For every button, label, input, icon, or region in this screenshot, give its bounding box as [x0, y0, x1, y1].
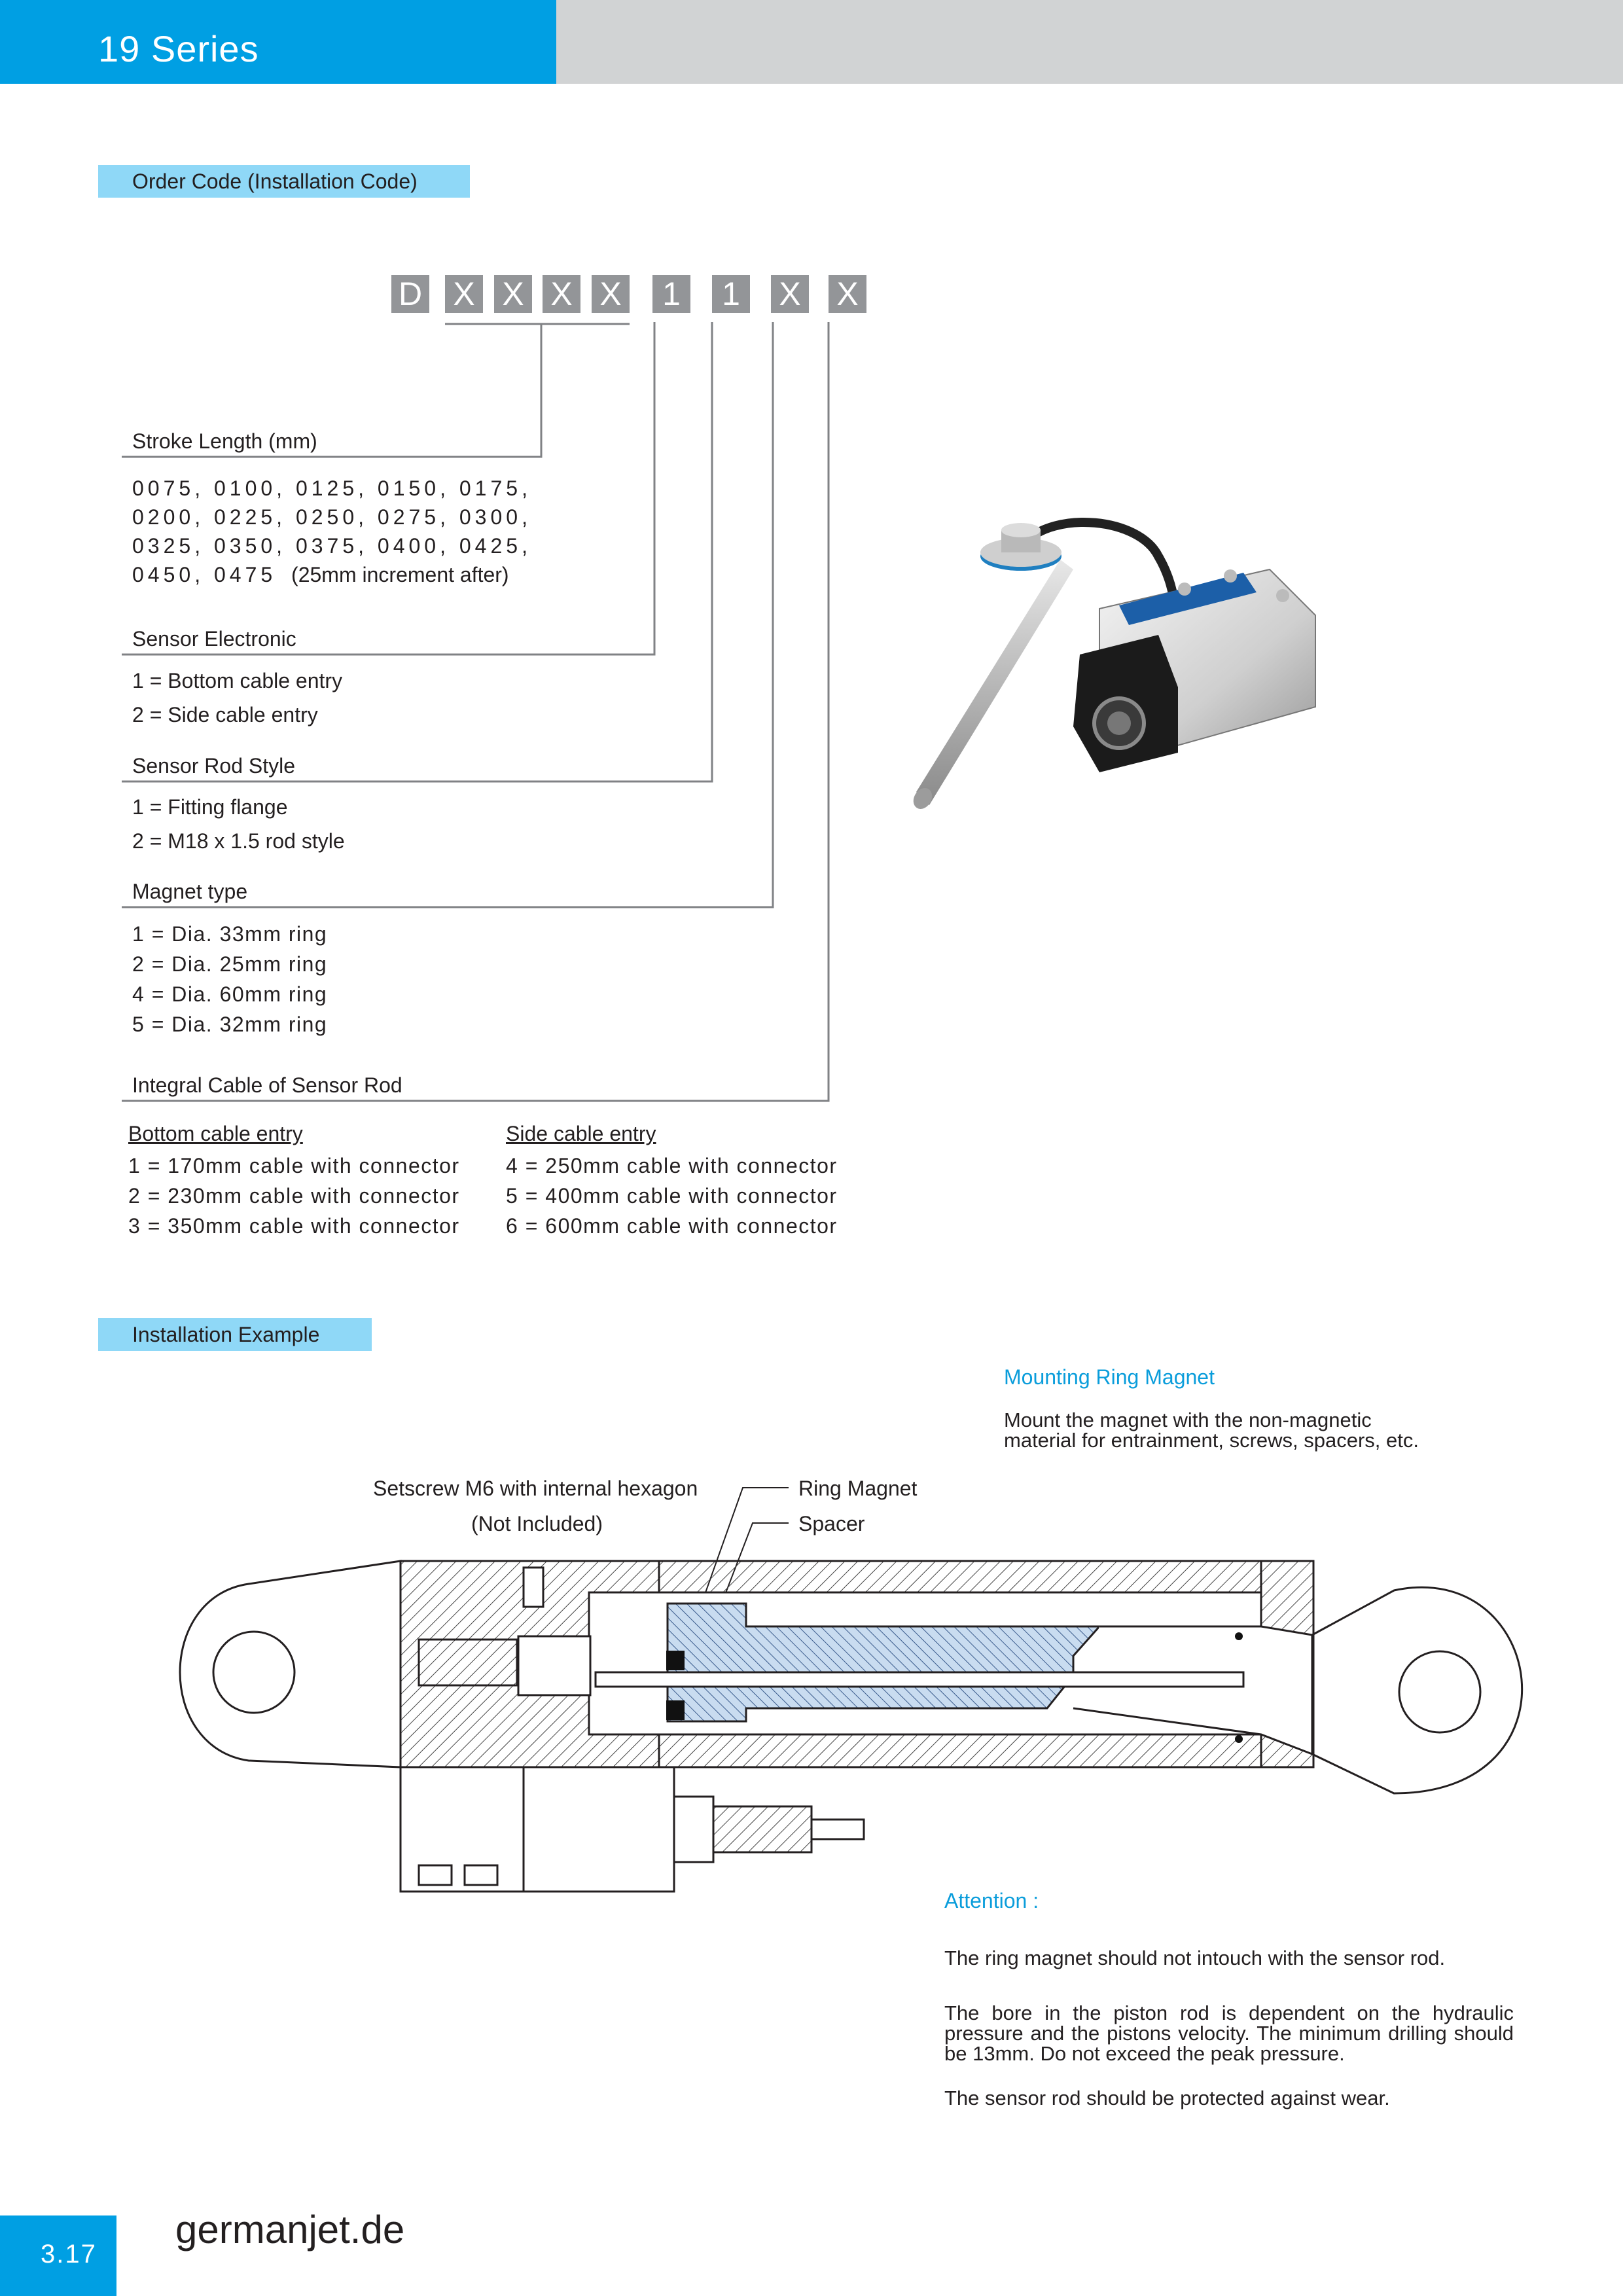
side-cable-title: Side cable entry — [506, 1122, 656, 1145]
magnet-type-options — [132, 919, 327, 1039]
installation-example-tab: Installation Example — [98, 1318, 372, 1351]
integral-cable-title: Integral Cable of Sensor Rod — [132, 1073, 402, 1097]
code-box-2: X — [445, 275, 483, 313]
code-box-1: D — [391, 275, 429, 313]
side-cable-option: 5 = 400mm cable with connector — [506, 1184, 838, 1208]
sensor-electronic-title: Sensor Electronic — [132, 627, 296, 651]
stroke-line-3: 0325, 0350, 0375, 0400, 0425, — [132, 534, 531, 558]
bottom-cable-option: 1 = 170mm cable with connector — [128, 1154, 460, 1177]
stroke-line-2: 0200, 0225, 0250, 0275, 0300, — [132, 505, 531, 529]
installation-cross-section-drawing — [0, 1473, 1623, 1944]
order-code-tab: Order Code (Installation Code) — [98, 165, 470, 198]
stroke-line-1: 0075, 0100, 0125, 0150, 0175, — [132, 476, 531, 500]
side-cable-option: 4 = 250mm cable with connector — [506, 1154, 838, 1177]
attention-text-3: The sensor rod should be protected against wear. — [944, 2087, 1390, 2109]
sensor-electronic-options — [132, 664, 342, 732]
stroke-length-values — [132, 474, 531, 589]
magnet-option: 4 = Dia. 60mm ring — [132, 982, 328, 1006]
magnet-option: 1 = Dia. 33mm ring — [132, 922, 328, 946]
brand-logo-text: germanjet.de — [175, 2208, 405, 2251]
code-box-3: X — [494, 275, 532, 313]
code-box-5: X — [592, 275, 630, 313]
sensor-electronic-option: 1 = Bottom cable entry — [132, 669, 343, 692]
rod-style-option: 1 = Fitting flange — [132, 795, 288, 819]
side-cable-options — [506, 1151, 838, 1241]
bottom-cable-options — [128, 1151, 460, 1241]
sensor-product-image — [903, 491, 1590, 857]
bottom-cable-option: 2 = 230mm cable with connector — [128, 1184, 460, 1208]
magnet-type-title: Magnet type — [132, 880, 248, 903]
code-box-4: X — [543, 275, 580, 313]
side-cable-option: 6 = 600mm cable with connector — [506, 1214, 838, 1238]
bottom-cable-title: Bottom cable entry — [128, 1122, 303, 1145]
spacer-label: Spacer — [798, 1512, 865, 1535]
code-box-6: 1 — [652, 275, 690, 313]
magnet-option: 5 = Dia. 32mm ring — [132, 1013, 328, 1036]
stroke-line-4: 0450, 0475 — [132, 563, 277, 586]
mounting-ring-magnet-text: Mount the magnet with the non-magnetic material for entrainment, screws, spacers, etc. — [1004, 1408, 1419, 1452]
attention-text-1: The ring magnet should not intouch with the sensor rod. — [944, 1946, 1446, 1969]
rod-style-option: 2 = M18 x 1.5 rod style — [132, 829, 345, 853]
ring-magnet-label: Ring Magnet — [798, 1477, 918, 1500]
stroke-note: (25mm increment after) — [291, 563, 509, 586]
bottom-cable-option: 3 = 350mm cable with connector — [128, 1214, 460, 1238]
code-box-8: X — [771, 275, 809, 313]
magnet-option: 2 = Dia. 25mm ring — [132, 952, 328, 976]
rod-style-options — [132, 790, 345, 858]
attention-text-2: The bore in the piston rod is dependent on the hydraulic pressure and the pistons velocity. The minimum drilling should be 13mm. Do not exceed the peak pressure. — [944, 2001, 1514, 2065]
sensor-electronic-option: 2 = Side cable entry — [132, 703, 318, 726]
mounting-ring-magnet-title: Mounting Ring Magnet — [1004, 1365, 1215, 1389]
not-included-label: (Not Included) — [471, 1512, 603, 1535]
setscrew-label: Setscrew M6 with internal hexagon — [373, 1477, 698, 1500]
rod-style-title: Sensor Rod Style — [132, 754, 296, 778]
code-box-7: 1 — [712, 275, 750, 313]
page-number: 3.17 — [41, 2240, 97, 2269]
stroke-length-title: Stroke Length (mm) — [132, 429, 317, 453]
code-box-9: X — [829, 275, 866, 313]
attention-title: Attention : — [944, 1889, 1039, 1912]
page-title: 19 Series — [98, 28, 259, 69]
